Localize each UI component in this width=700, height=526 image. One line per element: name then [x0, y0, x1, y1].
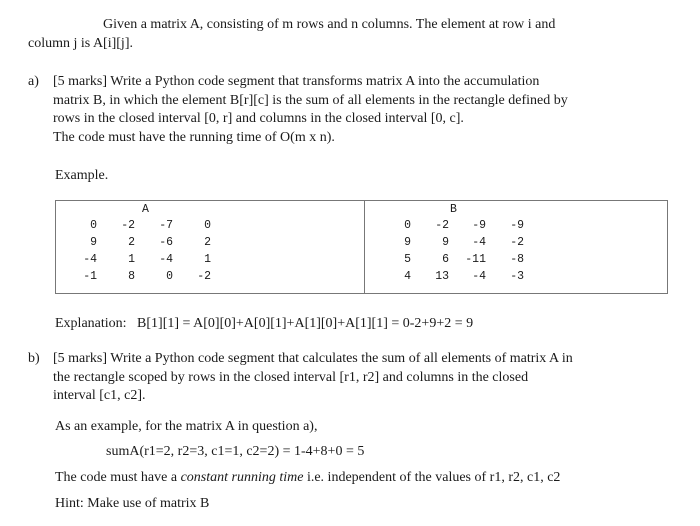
- matrix-a-cell: -4: [83, 253, 97, 266]
- matrix-b-cell: 13: [435, 270, 449, 283]
- matrix-b-title: B: [450, 203, 457, 216]
- matrix-a-cell: -7: [159, 219, 173, 232]
- matrix-b-cell: -11: [465, 253, 486, 266]
- matrix-a-cell: -2: [197, 270, 211, 283]
- matrix-b-cell: 9: [442, 236, 449, 249]
- matrix-b-cell: -2: [435, 219, 449, 232]
- matrix-b-cell: -9: [510, 219, 524, 232]
- constant-time-requirement: [55, 469, 560, 487]
- example-sum: sumA(r1=2, r2=3, c1=1, c2=2) = 1-4+8+0 = 5: [106, 444, 365, 459]
- question-a-line: [5 marks] Write a Python code segment that transforms matrix A into the accumulation: [53, 74, 540, 89]
- example-label: Example.: [55, 168, 109, 183]
- example-matrices-table: [55, 200, 668, 294]
- matrix-b-cell: -4: [472, 236, 486, 249]
- matrix-a-cell: -6: [159, 236, 173, 249]
- intro-line-1: Given a matrix A, consisting of m rows and n columns. The element at row i and: [103, 17, 556, 32]
- matrix-b-cell: 6: [442, 253, 449, 266]
- question-a-label: a): [28, 74, 39, 89]
- matrix-a-cell: 0: [166, 270, 173, 283]
- matrix-a-cell: 0: [204, 219, 211, 232]
- question-b-text: [53, 350, 573, 406]
- matrix-a-cell: 2: [204, 236, 211, 249]
- table-divider: [364, 201, 365, 293]
- explanation: Explanation: B[1][1] = A[0][0]+A[0][1]+A[1][0]+A[1][1] = 0-2+9+2 = 9: [55, 316, 474, 331]
- matrix-a-cell: 2: [128, 236, 135, 249]
- matrix-b-cell: 5: [404, 253, 411, 266]
- matrix-a-cell: -1: [83, 270, 97, 283]
- question-b-line: [5 marks] Write a Python code segment that calculates the sum of all elements of matrix A in: [53, 351, 573, 366]
- matrix-a-cell: 8: [128, 270, 135, 283]
- constant-suffix: i.e. independent of the values of r1, r2, c1, c2: [303, 470, 561, 485]
- matrix-b-cell: 9: [404, 236, 411, 249]
- constant-prefix: The code must have a: [55, 470, 181, 485]
- matrix-a-cell: 1: [128, 253, 135, 266]
- question-a-text: [53, 73, 683, 147]
- matrix-b-cell: -4: [472, 270, 486, 283]
- matrix-b-cell: 0: [404, 219, 411, 232]
- matrix-a-cell: 1: [204, 253, 211, 266]
- question-b-line: the rectangle scoped by rows in the closed interval [r1, r2] and columns in the closed: [53, 369, 529, 385]
- matrix-b-cell: -2: [510, 236, 524, 249]
- matrix-b-cell: -3: [510, 270, 524, 283]
- question-b-label: b): [28, 351, 40, 366]
- question-b-line: interval [c1, c2].: [53, 388, 146, 403]
- matrix-b-cell: -9: [472, 219, 486, 232]
- matrix-a-title: A: [142, 203, 149, 216]
- hint: Hint: Make use of matrix B: [55, 496, 210, 511]
- matrix-b-cell: 4: [404, 270, 411, 283]
- question-a-line: rows in the closed interval [0, r] and columns in the closed interval [0, c].: [53, 111, 464, 126]
- matrix-a-cell: -4: [159, 253, 173, 266]
- constant-emphasis: constant running time: [180, 470, 304, 485]
- matrix-a-cell: 0: [90, 219, 97, 232]
- matrix-b-cell: -8: [510, 253, 524, 266]
- matrix-a-cell: -2: [121, 219, 135, 232]
- question-a-line: The code must have the running time of O(m x n).: [53, 129, 335, 145]
- question-a-line: matrix B, in which the element B[r][c] is the sum of all elements in the rectangle defined by: [53, 92, 568, 108]
- example-intro: As an example, for the matrix A in question a),: [55, 419, 318, 434]
- matrix-a-cell: 9: [90, 236, 97, 249]
- intro-line-2: column j is A[i][j].: [28, 36, 133, 51]
